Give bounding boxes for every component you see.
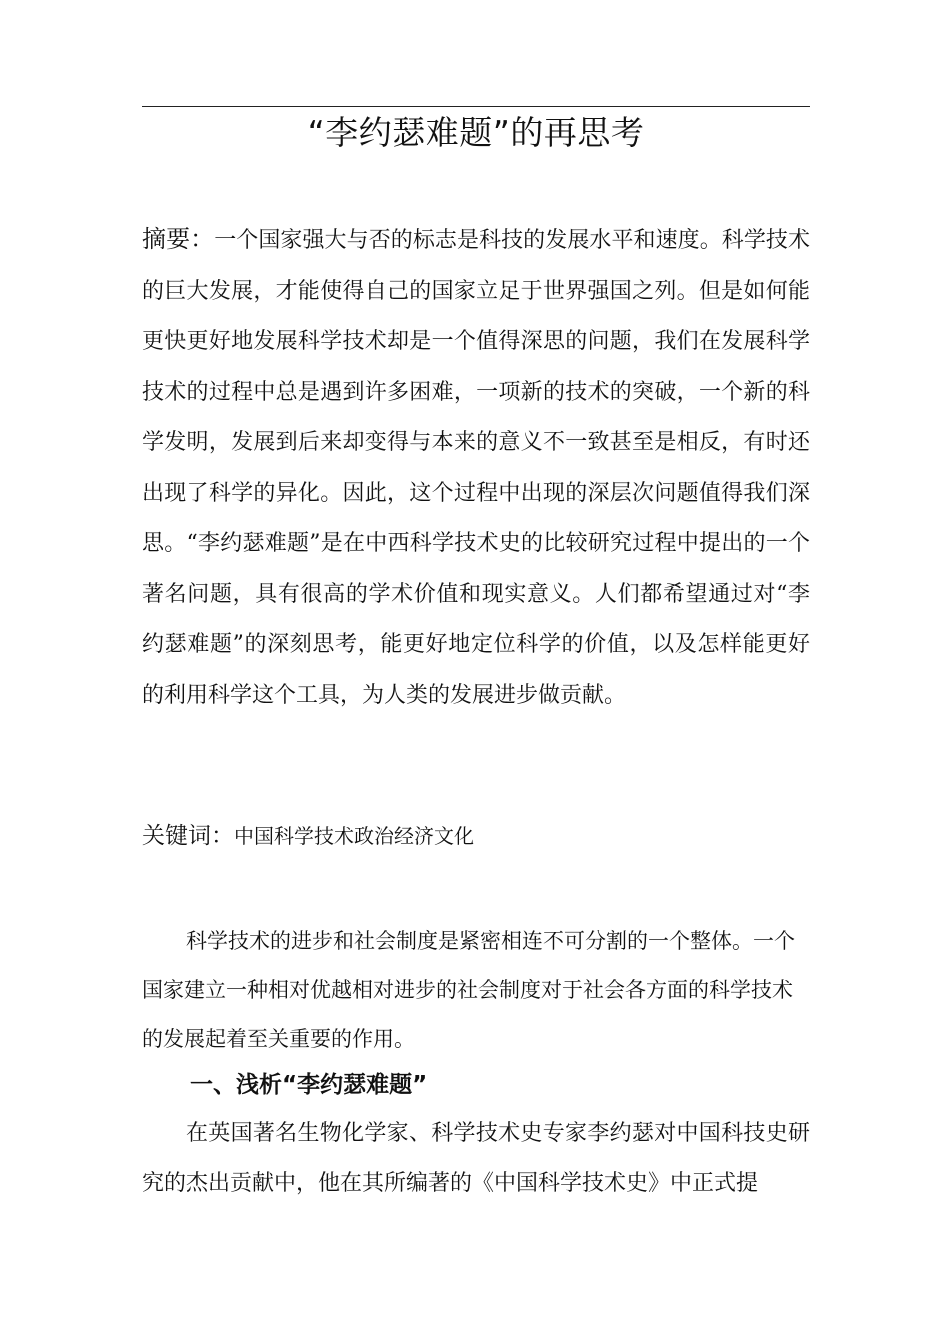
header-rule (142, 106, 810, 107)
abstract-label: 摘要： (142, 225, 215, 253)
keywords-label: 关键词： (142, 823, 234, 849)
intro-paragraph: 科学技术的进步和社会制度是紧密相连不可分割的一个整体。一个国家建立一种相对优越相对进步的社会制度对于社会各方面的科学技术的发展起着至关重要的作用。 (142, 929, 795, 1051)
section-paragraph: 在英国著名生物化学家、科学技术史专家李约瑟对中国科技史研究的杰出贡献中，他在其所编著的《中国科学技术史》中正式提 (142, 1121, 810, 1196)
keywords-text: 中国科学技术政治经济文化 (234, 824, 474, 848)
section-heading: 一、浅析“李约瑟难题” (190, 1072, 428, 1098)
keywords-line (142, 813, 810, 859)
abstract-text: 一个国家强大与否的标志是科技的发展水平和速度。科学技术的巨大发展，才能使得自己的国家立足于世界强国之列。但是如何能更快更好地发展科学技术却是一个值得深思的问题，我们在发展科学技术的过程中总是遇到许多困难，一项新的技术的突破，一个新的科学发明，发展到后来却变得与本来的意义不一致甚至是相反，有时还出现了科学的异化。因此，这个过程中出现的深层次问题值得我们深思。“李约瑟难题”是在中西科学技术史的比较研究过程中提出的一个著名问题，具有很高的学术价值和现实意义。人们都希望通过对“李约瑟难题”的深刻思考，能更好地定位科学的价值，以及怎样能更好的利用科学这个工具，为人类的发展进步做贡献。 (142, 228, 810, 708)
document-title: “李约瑟难题”的再思考 (307, 113, 645, 152)
abstract-paragraph (142, 214, 810, 721)
